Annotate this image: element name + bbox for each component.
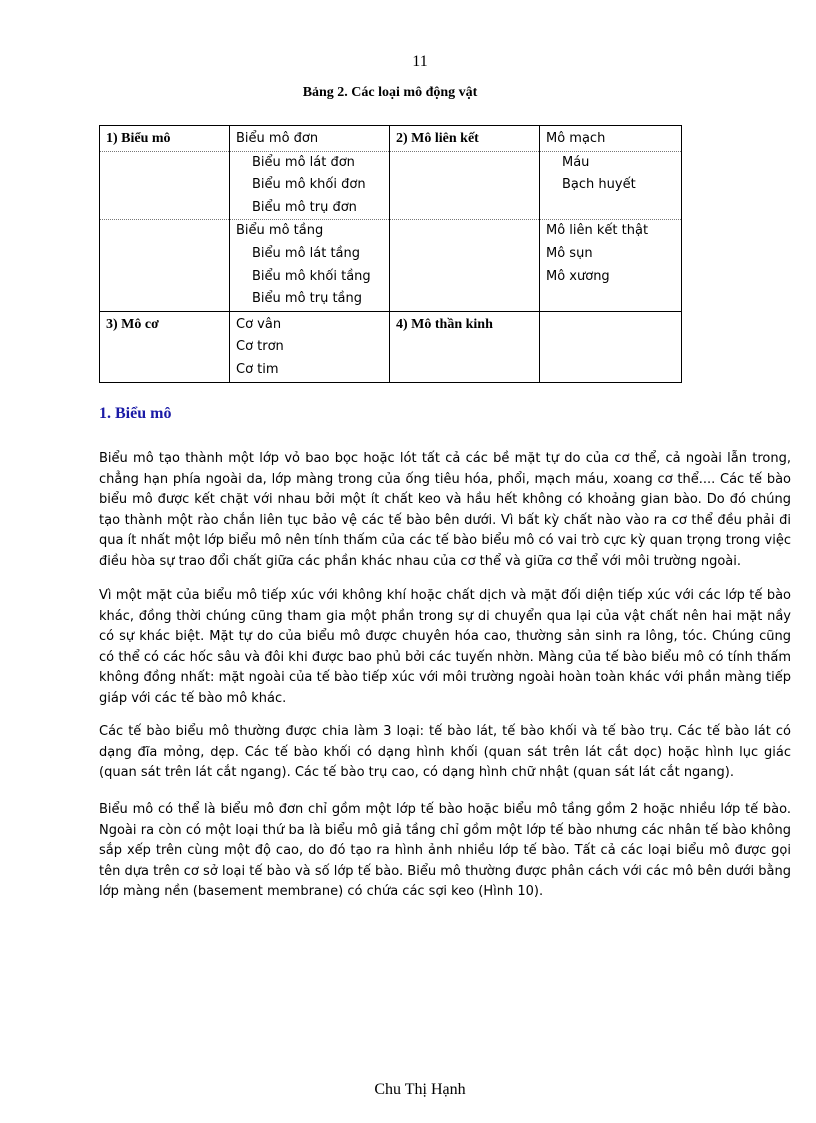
list-item: Cơ trơn	[236, 339, 284, 355]
paragraph: Biểu mô tạo thành một lớp vỏ bao bọc hoặc lót tất cả các bề mặt tự do của cơ thể, cả ngoài lẫn trong, chẳng hạn phía ngoài da, lớp màng trong của ống tiêu hóa, phổi, mạch máu, xoang cơ thể.... Các tế bào biểu mô được kết chặt với nhau bởi một ít chất keo và hầu hết không có khoảng gian bào. Do đó chúng tạo thành một rào chắn liên tục bảo vệ các tế bào bên dưới. Vì bất kỳ chất nào vào ra cơ thể đều phải đi qua ít nhất một lớp biểu mô nên tính thấm của các tế bào biểu mô có vai trò cực kỳ quan trọng trong việc điều hòa sự trao đổi chất giữa các phần khác nhau của cơ thể và giữa cơ thể với môi trường ngoài.	[99, 451, 791, 569]
table-cell-vascular-tissue: Mô mạch	[540, 126, 682, 152]
table-row	[100, 311, 682, 382]
table-cell-empty	[100, 151, 230, 220]
list-item: Biểu mô khối đơn	[252, 177, 366, 193]
table-cell-empty	[540, 311, 682, 382]
table-cell-nervous-tissue: 4) Mô thần kinh	[390, 311, 540, 382]
list-item: Bạch huyết	[562, 177, 636, 193]
list-item: Biểu mô lát đơn	[252, 154, 355, 170]
table-cell-connective-list	[540, 220, 682, 311]
table-cell-empty	[390, 220, 540, 311]
table-cell-empty	[100, 220, 230, 311]
paragraph: Biểu mô có thể là biểu mô đơn chỉ gồm một lớp tế bào hoặc biểu mô tầng gồm 2 hoặc nhiều lớp tế bào. Ngoài ra còn có một loại thứ ba là biểu mô giả tầng chỉ gồm một lớp tế bào nhưng các nhân tế bào không sắp xếp trên cùng một độ cao, do đó tạo ra hình ảnh nhiều lớp tế bào. Tất cả các loại biểu mô được gọi tên dựa trên cơ sở loại tế bào và số lớp tế bào. Biểu mô thường được phân cách với các mô bên dưới bằng lớp màng nền (basement membrane) có chứa các sợi keo (Hình 10).	[99, 802, 791, 899]
table-cell-stratified-list	[230, 220, 390, 311]
page-footer-author: Chu Thị Hạnh	[374, 1081, 466, 1098]
list-item: Máu	[562, 154, 590, 170]
tissue-types-table	[99, 125, 682, 383]
list-item: Biểu mô khối tầng	[252, 268, 371, 284]
table-cell-epithelium: 1) Biểu mô	[100, 126, 230, 152]
page-number: 11	[412, 53, 428, 70]
table-cell-simple-list	[230, 151, 390, 220]
list-item: Biểu mô trụ đơn	[252, 199, 357, 215]
table-cell-connective-tissue: 2) Mô liên kết	[390, 126, 540, 152]
table-row	[100, 126, 682, 152]
list-item: Mô sụn	[546, 245, 593, 261]
table-cell-empty	[390, 151, 540, 220]
section-heading: 1. Biểu mô	[99, 405, 172, 422]
list-item: Biểu mô trụ tầng	[252, 291, 363, 307]
list-item: Biểu mô lát tầng	[252, 245, 361, 261]
list-item: Cơ tim	[236, 361, 279, 377]
list-item: Cơ vân	[236, 316, 282, 332]
table-cell-vascular-list	[540, 151, 682, 220]
table-caption: Bảng 2. Các loại mô động vật	[302, 85, 478, 100]
table-cell-muscle-list	[230, 311, 390, 382]
list-item: Mô xương	[546, 268, 610, 284]
paragraph: Vì một mặt của biểu mô tiếp xúc với không khí hoặc chất dịch và mặt đối diện tiếp xúc với các lớp tế bào khác, đồng thời chúng cũng tham gia một phần trong sự di chuyển qua lại của vật chất nên hai mặt nầy có sự khác biệt. Mặt tự do của biểu mô được chuyên hóa cao, thường sản sinh ra lông, tóc. Chúng cũng có thể có các hốc sâu và đôi khi được bao phủ bởi các tuyến nhờn. Màng của tế bào biểu mô có tính thấm không đồng nhất: mặt ngoài của tế bào tiếp xúc với môi trường ngoài hoàn toàn khác với phần màng tiếp giáp với các tế bào mô khác.	[99, 588, 791, 706]
list-heading: Biểu mô tầng	[236, 223, 324, 239]
table-cell-simple-epithelium: Biểu mô đơn	[230, 126, 390, 152]
table-cell-muscle-tissue: 3) Mô cơ	[100, 311, 230, 382]
paragraph: Các tế bào biểu mô thường được chia làm 3 loại: tế bào lát, tế bào khối và tế bào trụ. Các tế bào lát có dạng đĩa mỏng, dẹp. Các tế bào khối có dạng hình khối (quan sát trên lát cắt dọc) hoặc hình lục giác (quan sát trên lát cắt ngang). Các tế bào trụ cao, có dạng hình chữ nhật (quan sát lát cắt ngang).	[99, 724, 791, 780]
table-row	[100, 151, 682, 220]
table-row	[100, 220, 682, 311]
list-item: Mô liên kết thật	[546, 223, 649, 239]
